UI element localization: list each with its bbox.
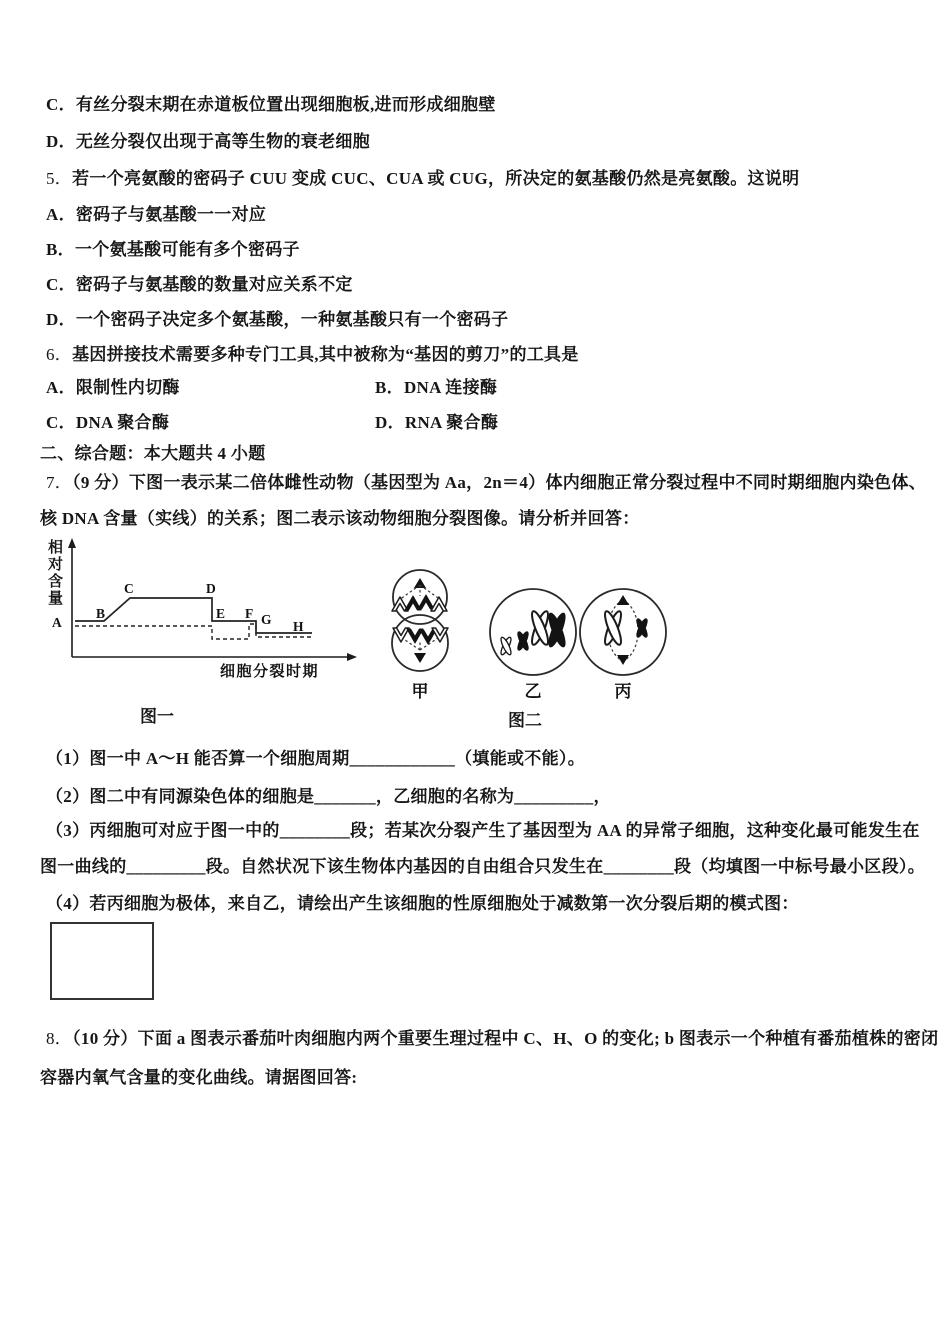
- cell-jia-diagram: [392, 570, 448, 671]
- dna-solid-curve: [75, 598, 312, 633]
- chromosome-icon: [529, 610, 551, 647]
- question-7-stem-line1: [46, 473, 926, 493]
- chromosome-icon: [499, 636, 513, 656]
- question-7-sub4: （4）若丙细胞为极体，来自乙，请绘出产生该细胞的性原细胞处于减数第一次分裂后期的模式图：: [46, 894, 799, 913]
- spindle-pole-bottom-icon: [414, 653, 426, 663]
- question-6-text: 基因拼接技术需要多种专门工具,其中被称为“基因的剪刀”的工具是: [72, 345, 579, 364]
- question-7-sub2: （2）图二中有同源染色体的细胞是_______，乙细胞的名称为_________，: [46, 787, 611, 806]
- option-c-line: C．有丝分裂末期在赤道板位置出现细胞板,进而形成细胞壁: [46, 95, 496, 114]
- question-7-sub1: （1）图一中 A～H 能否算一个细胞周期____________（填能或不能）。: [46, 749, 585, 768]
- question-6-option-b: B．DNA 连接酶: [375, 378, 498, 397]
- figure2-caption: 图二: [508, 711, 542, 730]
- spindle-fibers-bottom: [399, 636, 441, 650]
- spindle-pole-top-icon: [617, 595, 629, 605]
- option-d-line: D．无丝分裂仅出现于高等生物的衰老细胞: [46, 132, 370, 151]
- question-8-stem-line1: [46, 1029, 938, 1049]
- cell-bing-diagram: [580, 589, 666, 675]
- y-axis-arrow-icon: [68, 538, 76, 548]
- chromosome-icon: [393, 628, 409, 642]
- spindle-pole-bottom-icon: [617, 655, 629, 665]
- cell-jia-label: 甲: [411, 682, 429, 701]
- question-5-number: 5．: [46, 169, 73, 188]
- question-6-option-a: A．限制性内切酶: [46, 378, 180, 397]
- figure1-caption: 图一: [140, 707, 174, 726]
- figure1-x-axis-label: 细胞分裂时期: [220, 664, 320, 680]
- question-5-option-a: A．密码子与氨基酸一一对应: [46, 205, 267, 224]
- figure1-y-axis-label: 相对含量: [46, 539, 62, 607]
- question-5-option-b: B．一个氨基酸可能有多个密码子: [46, 240, 300, 259]
- curve-point-label-f: F: [245, 606, 254, 621]
- question-6-number: 6．: [46, 345, 73, 364]
- chromosome-icon: [602, 610, 624, 647]
- question-5-option-d: D．一个密码子决定多个氨基酸，一种氨基酸只有一个密码子: [46, 310, 509, 329]
- question-5-text: 若一个亮氨酸的密码子 CUU 变成 CUC、CUA 或 CUG，所决定的氨基酸仍然是亮氨酸。这说明: [72, 169, 800, 188]
- question-5-stem: [46, 169, 799, 189]
- spindle-fibers-top: [399, 585, 441, 600]
- curve-point-label-h: H: [293, 619, 304, 634]
- question-7-sub3-line1: （3）丙细胞可对应于图一中的________段；若某次分裂产生了基因型为 AA 的异常子细胞，这种变化最可能发生在: [46, 821, 920, 840]
- question-7-text: （9 分）下图一表示某二倍体雌性动物（基因型为 Aa，2n＝4）体内细胞正常分裂过程中不同时期细胞内染色体、: [72, 473, 927, 492]
- question-8-stem-line2: 容器内氧气含量的变化曲线。请据图回答:: [40, 1068, 358, 1087]
- curve-point-label-a: A: [52, 615, 62, 630]
- question-7-number: 7．: [46, 473, 73, 492]
- chromosome-icon: [432, 628, 448, 642]
- question-8-number: 8．: [46, 1029, 73, 1048]
- chromosome-icon: [516, 630, 530, 651]
- question-6-option-c: C．DNA 聚合酶: [46, 413, 170, 432]
- chromosome-dashed-curve: [75, 624, 312, 639]
- curve-point-label-g: G: [261, 612, 272, 627]
- curve-point-label-b: B: [96, 606, 106, 621]
- cell-yi-diagram: [490, 589, 576, 675]
- question-8-text: （10 分）下面 a 图表示番茄叶肉细胞内两个重要生理过程中 C、H、O 的变化; b 图表示一个种植有番茄植株的密闭: [72, 1029, 939, 1048]
- question-6-stem: [46, 345, 579, 365]
- question-7-sub3-line2: 图一曲线的_________段。自然状况下该生物体内基因的自由组合只发生在________段（均填图一中标号最小区段）。: [40, 857, 925, 876]
- chromosome-icon: [431, 597, 447, 611]
- figure1-graph: [40, 535, 370, 700]
- cell-bing-label: 丙: [614, 682, 632, 701]
- question-5-option-c: C．密码子与氨基酸的数量对应关系不定: [46, 275, 353, 294]
- drawing-answer-box: [50, 922, 154, 1000]
- question-7-stem-line2: 核 DNA 含量（实线）的关系；图二表示该动物细胞分裂图像。请分析并回答：: [40, 509, 640, 528]
- curve-point-label-d: D: [206, 581, 216, 596]
- curve-point-label-c: C: [124, 581, 134, 596]
- chromosome-icon: [546, 612, 568, 649]
- chromosome-icon: [635, 617, 649, 638]
- cell-yi-label: 乙: [524, 682, 542, 701]
- curve-point-label-e: E: [216, 606, 226, 621]
- figure2-cells: [370, 540, 680, 705]
- chromosome-icon: [418, 595, 434, 609]
- section-2-heading: 二、综合题：本大题共 4 小题: [40, 444, 266, 463]
- x-axis-arrow-icon: [347, 653, 357, 661]
- question-6-option-d: D．RNA 聚合酶: [375, 413, 499, 432]
